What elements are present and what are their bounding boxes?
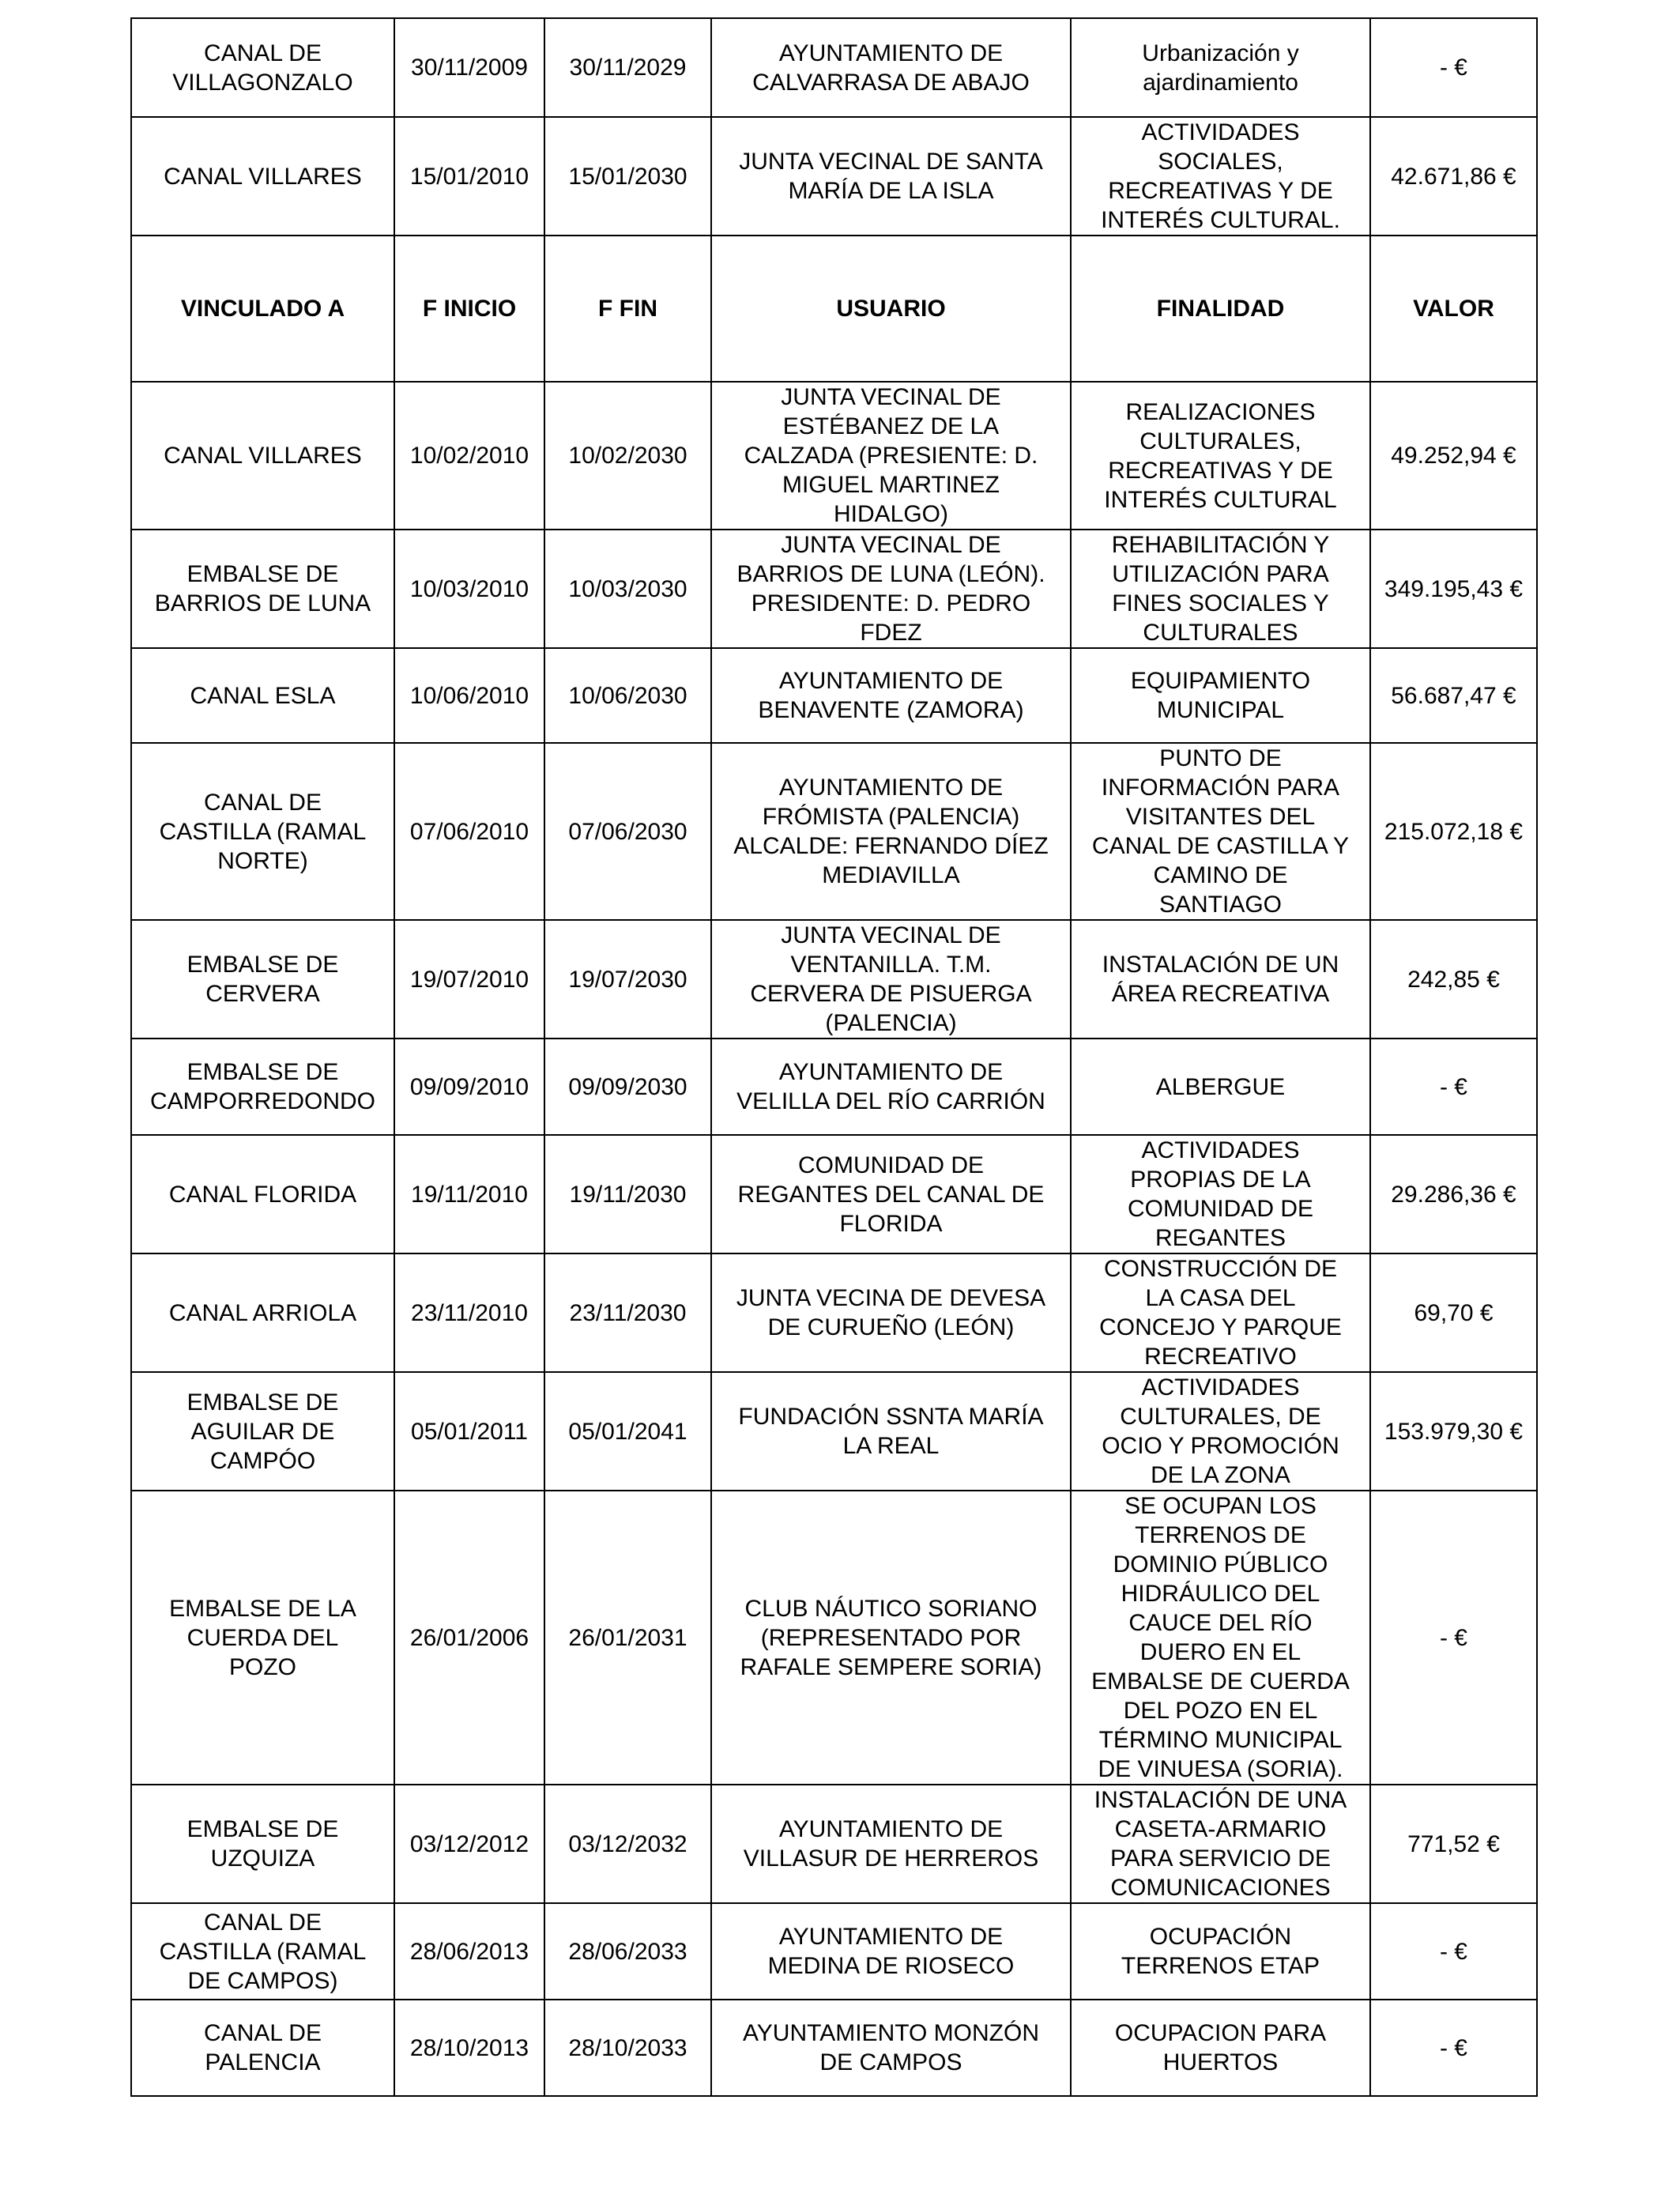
fecha-inicio-cell: 10/02/2010 (394, 382, 544, 530)
valor-cell: 215.072,18 € (1370, 743, 1537, 920)
vinculado-cell: CANAL DE CASTILLA (RAMAL DE CAMPOS) (131, 1903, 394, 2000)
usuario-cell: JUNTA VECINAL DE ESTÉBANEZ DE LA CALZADA (PRESIENTE: D. MIGUEL MARTINEZ HIDALGO) (711, 382, 1071, 530)
vinculado-cell: EMBALSE DE BARRIOS DE LUNA (131, 530, 394, 648)
vinculado-cell: CANAL VILLARES (131, 117, 394, 236)
vinculado-cell: EMBALSE DE AGUILAR DE CAMPÓO (131, 1372, 394, 1491)
fecha-fin-cell: 10/02/2030 (544, 382, 711, 530)
finalidad-cell: REHABILITACIÓN Y UTILIZACIÓN PARA FINES SOCIALES Y CULTURALES (1071, 530, 1370, 648)
fecha-fin-cell: 28/06/2033 (544, 1903, 711, 2000)
table-row (131, 648, 1537, 743)
fecha-fin-cell: 23/11/2030 (544, 1253, 711, 1372)
valor-cell: 349.195,43 € (1370, 530, 1537, 648)
concessions-table (130, 17, 1538, 2097)
vinculado-cell: CANAL DE CASTILLA (RAMAL NORTE) (131, 743, 394, 920)
vinculado-cell: EMBALSE DE UZQUIZA (131, 1785, 394, 1903)
table-row (131, 18, 1537, 117)
vinculado-cell: CANAL DE PALENCIA (131, 2000, 394, 2096)
usuario-cell: JUNTA VECINA DE DEVESA DE CURUEÑO (LEÓN) (711, 1253, 1071, 1372)
fecha-inicio-cell: 07/06/2010 (394, 743, 544, 920)
usuario-cell: JUNTA VECINAL DE VENTANILLA. T.M. CERVERA DE PISUERGA (PALENCIA) (711, 920, 1071, 1039)
usuario-cell: JUNTA VECINAL DE SANTA MARÍA DE LA ISLA (711, 117, 1071, 236)
finalidad-cell: CONSTRUCCIÓN DE LA CASA DEL CONCEJO Y PARQUE RECREATIVO (1071, 1253, 1370, 1372)
usuario-cell: JUNTA VECINAL DE BARRIOS DE LUNA (LEÓN). PRESIDENTE: D. PEDRO FDEZ (711, 530, 1071, 648)
finalidad-cell: PUNTO DE INFORMACIÓN PARA VISITANTES DEL CANAL DE CASTILLA Y CAMINO DE SANTIAGO (1071, 743, 1370, 920)
valor-cell: 771,52 € (1370, 1785, 1537, 1903)
valor-cell: - € (1370, 2000, 1537, 2096)
column-header: USUARIO (711, 236, 1071, 382)
valor-cell: - € (1370, 1491, 1537, 1785)
fecha-inicio-cell: 10/06/2010 (394, 648, 544, 743)
fecha-inicio-cell: 19/07/2010 (394, 920, 544, 1039)
fecha-fin-cell: 07/06/2030 (544, 743, 711, 920)
valor-cell: 242,85 € (1370, 920, 1537, 1039)
finalidad-cell: Urbanización y ajardinamiento (1071, 18, 1370, 117)
usuario-cell: AYUNTAMIENTO DE CALVARRASA DE ABAJO (711, 18, 1071, 117)
vinculado-cell: EMBALSE DE LA CUERDA DEL POZO (131, 1491, 394, 1785)
fecha-fin-cell: 10/03/2030 (544, 530, 711, 648)
valor-cell: 29.286,36 € (1370, 1135, 1537, 1253)
finalidad-cell: REALIZACIONES CULTURALES, RECREATIVAS Y DE INTERÉS CULTURAL (1071, 382, 1370, 530)
usuario-cell: AYUNTAMIENTO DE VILLASUR DE HERREROS (711, 1785, 1071, 1903)
fecha-fin-cell: 26/01/2031 (544, 1491, 711, 1785)
fecha-inicio-cell: 10/03/2010 (394, 530, 544, 648)
fecha-fin-cell: 03/12/2032 (544, 1785, 711, 1903)
fecha-fin-cell: 19/11/2030 (544, 1135, 711, 1253)
vinculado-cell: CANAL ARRIOLA (131, 1253, 394, 1372)
table-row (131, 382, 1537, 530)
fecha-inicio-cell: 28/06/2013 (394, 1903, 544, 2000)
table-body (131, 18, 1537, 2096)
finalidad-cell: ALBERGUE (1071, 1039, 1370, 1135)
valor-cell: - € (1370, 1039, 1537, 1135)
fecha-fin-cell: 10/06/2030 (544, 648, 711, 743)
valor-cell: 153.979,30 € (1370, 1372, 1537, 1491)
valor-cell: 56.687,47 € (1370, 648, 1537, 743)
usuario-cell: AYUNTAMIENTO DE FRÓMISTA (PALENCIA) ALCALDE: FERNANDO DÍEZ MEDIAVILLA (711, 743, 1071, 920)
finalidad-cell: INSTALACIÓN DE UNA CASETA-ARMARIO PARA SERVICIO DE COMUNICACIONES (1071, 1785, 1370, 1903)
fecha-inicio-cell: 09/09/2010 (394, 1039, 544, 1135)
fecha-inicio-cell: 15/01/2010 (394, 117, 544, 236)
valor-cell: - € (1370, 18, 1537, 117)
vinculado-cell: CANAL DE VILLAGONZALO (131, 18, 394, 117)
column-header: VINCULADO A (131, 236, 394, 382)
finalidad-cell: ACTIVIDADES CULTURALES, DE OCIO Y PROMOCIÓN DE LA ZONA (1071, 1372, 1370, 1491)
valor-cell: 49.252,94 € (1370, 382, 1537, 530)
finalidad-cell: ACTIVIDADES PROPIAS DE LA COMUNIDAD DE REGANTES (1071, 1135, 1370, 1253)
table-row (131, 1253, 1537, 1372)
finalidad-cell: OCUPACIÓN TERRENOS ETAP (1071, 1903, 1370, 2000)
fecha-fin-cell: 30/11/2029 (544, 18, 711, 117)
usuario-cell: AYUNTAMIENTO DE MEDINA DE RIOSECO (711, 1903, 1071, 2000)
table-row (131, 1135, 1537, 1253)
fecha-fin-cell: 28/10/2033 (544, 2000, 711, 2096)
table-row (131, 920, 1537, 1039)
vinculado-cell: CANAL ESLA (131, 648, 394, 743)
fecha-inicio-cell: 28/10/2013 (394, 2000, 544, 2096)
table-row (131, 1903, 1537, 2000)
fecha-fin-cell: 19/07/2030 (544, 920, 711, 1039)
vinculado-cell: CANAL FLORIDA (131, 1135, 394, 1253)
fecha-inicio-cell: 03/12/2012 (394, 1785, 544, 1903)
column-header: F FIN (544, 236, 711, 382)
table-row (131, 1491, 1537, 1785)
vinculado-cell: EMBALSE DE CERVERA (131, 920, 394, 1039)
fecha-inicio-cell: 19/11/2010 (394, 1135, 544, 1253)
column-header: VALOR (1370, 236, 1537, 382)
usuario-cell: CLUB NÁUTICO SORIANO (REPRESENTADO POR RAFALE SEMPERE SORIA) (711, 1491, 1071, 1785)
table-row (131, 1372, 1537, 1491)
valor-cell: 69,70 € (1370, 1253, 1537, 1372)
fecha-fin-cell: 09/09/2030 (544, 1039, 711, 1135)
fecha-inicio-cell: 26/01/2006 (394, 1491, 544, 1785)
usuario-cell: FUNDACIÓN SSNTA MARÍA LA REAL (711, 1372, 1071, 1491)
column-header: FINALIDAD (1071, 236, 1370, 382)
finalidad-cell: INSTALACIÓN DE UN ÁREA RECREATIVA (1071, 920, 1370, 1039)
finalidad-cell: OCUPACION PARA HUERTOS (1071, 2000, 1370, 2096)
header-row (131, 236, 1537, 382)
finalidad-cell: EQUIPAMIENTO MUNICIPAL (1071, 648, 1370, 743)
table-row (131, 1785, 1537, 1903)
table-row (131, 743, 1537, 920)
finalidad-cell: ACTIVIDADES SOCIALES, RECREATIVAS Y DE INTERÉS CULTURAL. (1071, 117, 1370, 236)
usuario-cell: AYUNTAMIENTO DE BENAVENTE (ZAMORA) (711, 648, 1071, 743)
vinculado-cell: EMBALSE DE CAMPORREDONDO (131, 1039, 394, 1135)
valor-cell: - € (1370, 1903, 1537, 2000)
usuario-cell: AYUNTAMIENTO DE VELILLA DEL RÍO CARRIÓN (711, 1039, 1071, 1135)
fecha-inicio-cell: 23/11/2010 (394, 1253, 544, 1372)
column-header: F INICIO (394, 236, 544, 382)
usuario-cell: AYUNTAMIENTO MONZÓN DE CAMPOS (711, 2000, 1071, 2096)
table-row (131, 117, 1537, 236)
fecha-inicio-cell: 05/01/2011 (394, 1372, 544, 1491)
table-row (131, 530, 1537, 648)
fecha-fin-cell: 15/01/2030 (544, 117, 711, 236)
table-row (131, 2000, 1537, 2096)
fecha-inicio-cell: 30/11/2009 (394, 18, 544, 117)
table-row (131, 1039, 1537, 1135)
valor-cell: 42.671,86 € (1370, 117, 1537, 236)
finalidad-cell: SE OCUPAN LOS TERRENOS DE DOMINIO PÚBLICO HIDRÁULICO DEL CAUCE DEL RÍO DUERO EN EL EMBALSE DE CUERDA DEL POZO EN EL TÉRMINO MUNICIPAL DE VINUESA (SORIA). (1071, 1491, 1370, 1785)
vinculado-cell: CANAL VILLARES (131, 382, 394, 530)
fecha-fin-cell: 05/01/2041 (544, 1372, 711, 1491)
usuario-cell: COMUNIDAD DE REGANTES DEL CANAL DE FLORIDA (711, 1135, 1071, 1253)
